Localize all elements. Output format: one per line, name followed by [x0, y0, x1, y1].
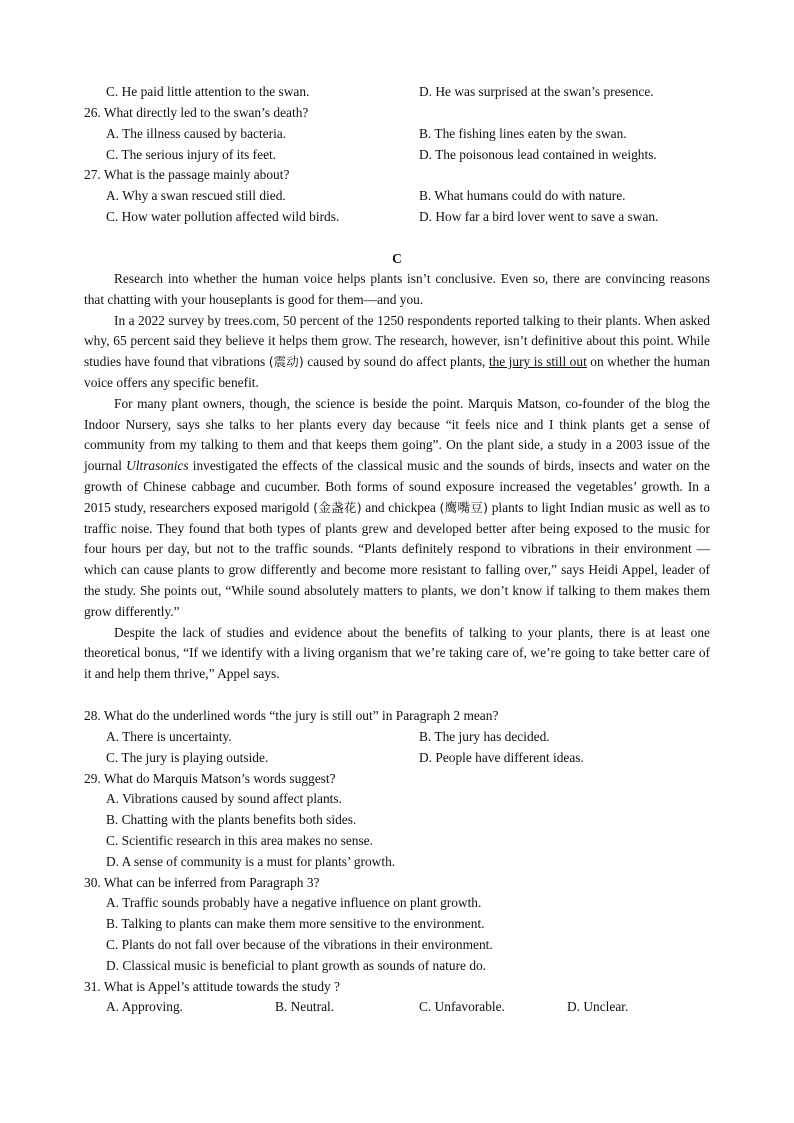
paragraph-3-text-c: and chickpea — [361, 499, 440, 515]
paragraph-2 — [84, 311, 710, 394]
q31-option-b: B. Neutral. — [275, 999, 335, 1014]
paragraph-3-gloss-marigold: (金盏花) — [313, 499, 362, 515]
q29-option-c: C. Scientific research in this area makes no sense. — [106, 833, 373, 848]
journal-title: Ultrasonics — [126, 458, 189, 474]
q27-stem: 27. What is the passage mainly about? — [84, 167, 290, 182]
q25-option-c: C. He paid little attention to the swan. — [106, 84, 310, 99]
paragraph-3-gloss-chickpea: (鹰嘴豆) — [439, 499, 489, 515]
q30-option-c: C. Plants do not fall over because of the vibrations in their environment. — [106, 937, 493, 952]
paragraph-2-gloss: (震动) — [268, 354, 304, 370]
paragraph-2-text-b: caused by sound do affect plants, — [303, 354, 489, 370]
q29-option-a: A. Vibrations caused by sound affect plants. — [106, 791, 342, 806]
section-heading: C — [392, 251, 402, 266]
q28-option-a: A. There is uncertainty. — [106, 729, 232, 744]
q27-option-a: A. Why a swan rescued still died. — [106, 188, 286, 203]
paragraph-3-text-d: plants to light Indian music as well as to traffic noise. They found that both types of plants grew and developed better after being exposed to the music for four hours per day, but not to the traffic sounds. “Plants definitely respond to vibrations in their environment —which can cause plants to grow differently and become more resistant to falling over,” says Heidi Appel, leader of the study. She points out, “While sound absolutely matters to plants, we don’t know if talking to them makes them grow differently.” — [84, 499, 710, 619]
q28-option-d: D. People have different ideas. — [419, 750, 584, 765]
q27-option-d: D. How far a bird lover went to save a swan. — [419, 209, 659, 224]
q26-stem: 26. What directly led to the swan’s death? — [84, 105, 309, 120]
q31-stem: 31. What is Appel’s attitude towards the study ? — [84, 979, 340, 994]
q30-option-d: D. Classical music is beneficial to plant growth as sounds of nature do. — [106, 958, 487, 973]
q27-option-c: C. How water pollution affected wild birds. — [106, 209, 340, 224]
q30-stem: 30. What can be inferred from Paragraph 3? — [84, 875, 320, 890]
q28-stem: 28. What do the underlined words “the jury is still out” in Paragraph 2 mean? — [84, 708, 499, 723]
q31-option-d: D. Unclear. — [567, 999, 629, 1014]
q27-option-b: B. What humans could do with nature. — [419, 188, 626, 203]
q28-option-c: C. The jury is playing outside. — [106, 750, 269, 765]
paragraph-3-text-a: For many plant owners, though, the science is beside the point. Marquis Matson, co-founder of the blog the Indoor Nursery, says she talks to her plants every day because “it feels nice and I think plants get a sense of community from my talking to them and that keeps them going”. On the plant side, a study in a 2003 issue of the journal — [84, 395, 710, 474]
q26-option-a: A. The illness caused by bacteria. — [106, 126, 287, 141]
paragraph-2-text-c: on whether the human voice offers any specific benefit. — [84, 354, 710, 390]
paragraph-3 — [84, 394, 710, 623]
q25-option-d: D. He was surprised at the swan’s presence. — [419, 84, 654, 99]
paragraph-3-text-b: investigated the effects of the classical music and the sounds of birds, insects and water on the growth of Chinese cabbage and cucumber. Both forms of sound exposure increased the vegetables’ growth. In a 2015 study, researchers exposed marigold — [84, 458, 711, 515]
q28-option-b: B. The jury has decided. — [419, 729, 550, 744]
underlined-phrase: the jury is still out — [488, 354, 587, 370]
paragraph-1: Research into whether the human voice helps plants isn’t conclusive. Even so, there are convincing reasons that chatting with your houseplants is good for them—and you. — [84, 271, 710, 307]
q26-option-b: B. The fishing lines eaten by the swan. — [419, 126, 627, 141]
q31-option-a: A. Approving. — [106, 999, 183, 1014]
q26-option-d: D. The poisonous lead contained in weights. — [419, 147, 657, 162]
q31-option-c: C. Unfavorable. — [419, 999, 505, 1014]
q30-option-b: B. Talking to plants can make them more sensitive to the environment. — [106, 916, 485, 931]
q30-option-a: A. Traffic sounds probably have a negative influence on plant growth. — [106, 895, 482, 910]
q29-option-d: D. A sense of community is a must for plants’ growth. — [106, 854, 396, 869]
paragraph-4: Despite the lack of studies and evidence about the benefits of talking to your plants, there is at least one theoretical bonus, “If we identify with a living organism that we’re taking care of, we’re going to take better care of it and help them thrive,” Appel says. — [84, 624, 710, 682]
q29-stem: 29. What do Marquis Matson’s words suggest? — [84, 771, 336, 786]
q26-option-c: C. The serious injury of its feet. — [106, 147, 277, 162]
q29-option-b: B. Chatting with the plants benefits both sides. — [106, 812, 357, 827]
paragraph-2-text-a: In a 2022 survey by trees.com, 50 percent of the 1250 respondents reported talking to their plants. When asked why, 65 percent said they believe it helps them grow. The research, however, isn’t definitive about this point. While studies have found that vibrations — [84, 312, 710, 370]
passage — [84, 269, 710, 685]
